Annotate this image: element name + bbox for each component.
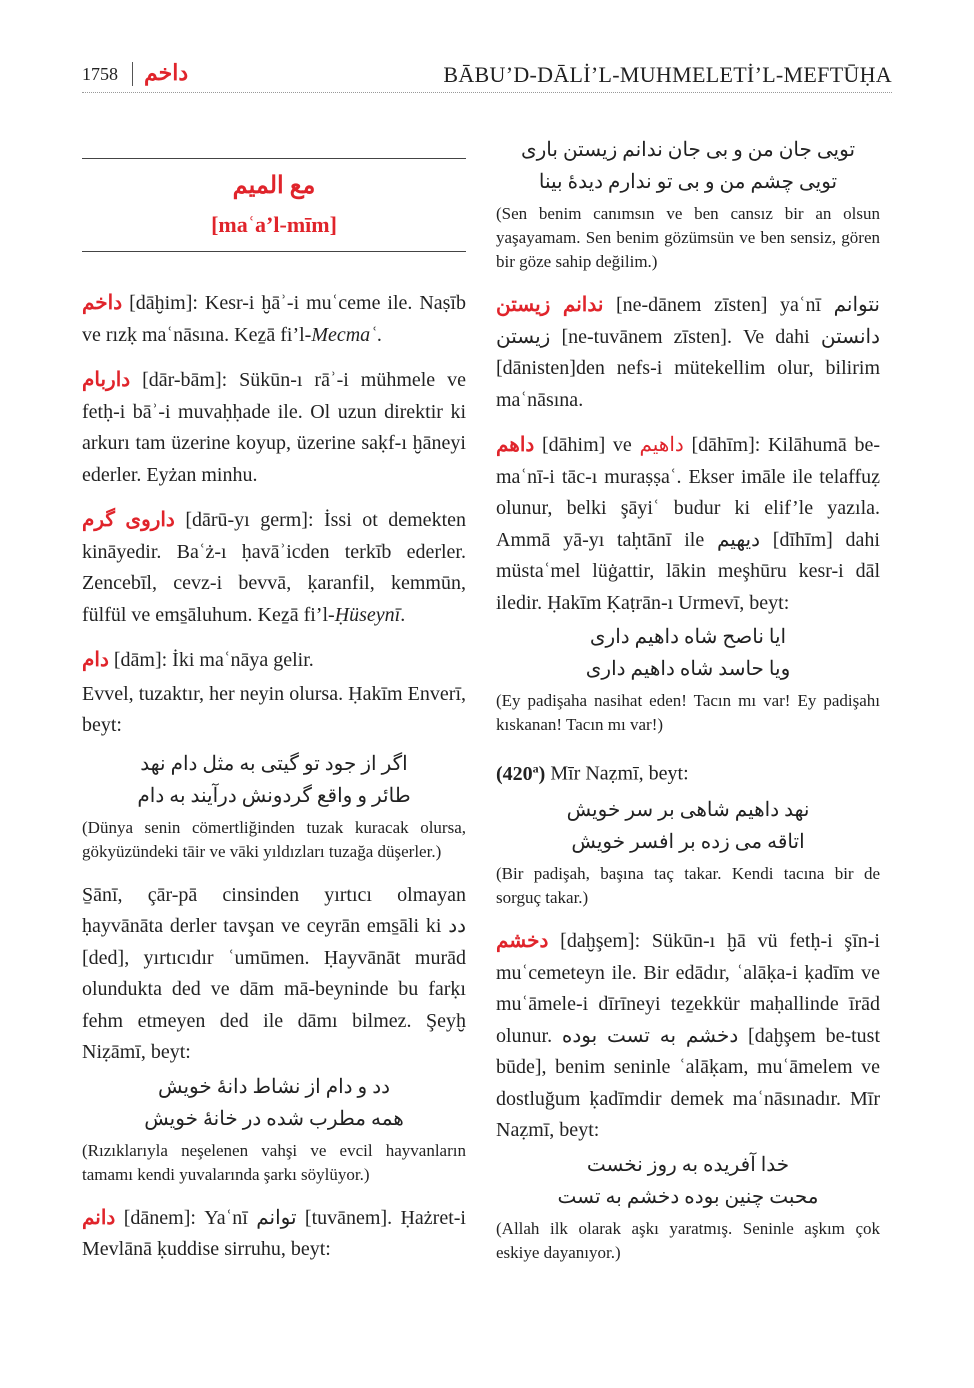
section-heading [82,158,466,252]
entry-text: [daḫşem be-tust būde], benim seninle ʿalāḳam, muʿāmelem ve dostluğum ḳadīmdir demek maʿnāsınadır. Mīr Naẓmī, beyt: [496,1024,880,1142]
headword: ندانم زیستن [496,294,604,316]
entry-text: [dām]: İki maʿnāya gelir. [108,649,314,671]
entry-text: [dārū-yı germ]: İssi ot demekten kināyedir. Baʿż-ı ḥavāʾicden terkīb ederler. Zencebīl, cevz-i bevvā, ḳaranfil, kemmūn, fülfül ve ems̱āluhum. Keẕā fi’l- [82,509,466,626]
translation: (Rızıklarıyla neşelenen vahşi ve evcil hayvanların tamamı kendi yuvalarında şarkı söylüyor.) [82,1140,466,1184]
entry-text: [ne-tuvānem zīsten]. Ve dahi [550,325,821,348]
verse-line: اتاقه می زده بر افسر خویش [571,831,805,854]
paragraph [82,880,466,1069]
verse-line: محبت چنین بوده دخشم به تست [557,1185,819,1208]
headword: داهم [496,434,535,456]
verse-line: اگر از جود تو گیتی به مثل دام نهد [140,752,408,775]
entry-danem [82,1203,466,1266]
translation: (Allah ilk olarak aşkı yaratmış. Seninle aşkım çok eskiye dayanıyor.) [496,1218,880,1262]
entry-text: [dāhim] ve [534,434,640,456]
translation: (Sen benim canımsın ve ben cansız bir an olsun yaşayamam. Sen benim gözümsün ve ben sensiz, gören bir göze sahip değilim.) [496,204,880,271]
folio-side: a [532,761,539,775]
verse-line: خدا آفریده به روز نخست [586,1153,790,1176]
entry-text: [daḫşem]: Sükūn-ı ḫā vü fetḥ-i şīn-i muʿcemeteyn ile. Bir edādır, ʿalāḳa-i ḳadīm ve muʿāmele-i dīrīneyi teẕekkür maḥallinde īrād olunur. [496,930,880,1047]
verse-line: ایا ناصح شاه داهیم داری [589,626,787,648]
translation: (Dünya senin cömertliğinden tuzak kuracak olursa, gökyüzündeki tāir ve vāki yıldızları tuzağa düşerler.) [82,817,466,861]
entry-text: . [376,323,382,346]
verse [496,134,880,198]
entry-text: [dār-bām]: Sükūn-ı rāʾ-i mühmele ve fetḥ-i bāʾ-i muvaḥḥade ile. Ol uzun direktir ki arkurı tam üzerine koyup, üzerine saḳf-ı ḫāneyi ederler. Eyżan minhu. [82,369,466,486]
page-number: 1758 [82,64,118,84]
arabic-term: دخشم به تست بوده [561,1024,739,1047]
verse-line: دد و دام از نشاط دانهٔ خویش [157,1075,391,1098]
section-heading-arabic: مع الميم [232,173,316,199]
folio-marker [496,763,545,785]
arabic-term: نتوانم زیستن [496,294,880,348]
arabic-term: دانستن [820,325,880,348]
folio-number: (420 [496,762,533,785]
paragraph-text: S̱ānī, çār-pā cinsinden yırtıcı olmayan ḥayvānāta derler tavşan ve ceyrān ems̱āli ki [82,883,466,937]
verse [496,794,880,858]
arabic-term: دد [448,915,466,937]
entry-text: [tuvānem]. Ḥażret-i Mevlānā ḳuddise sirruhu, beyt: [82,1206,466,1260]
entry-dakhshem [496,926,880,1147]
entry-text: [ne-dānem zīsten] yaʿnī [603,294,834,316]
verse-line: طائر و واقع گردونش درآیند به دام [137,784,411,807]
headword: دانم [82,1206,116,1229]
headword: دام [82,649,109,671]
verse [82,1071,466,1135]
running-title: BĀBU’D-DĀLİ’L-MUHMELETİ’L-MEFTŪḤA [443,62,892,87]
verse-line: تویی چشم من و بی تو ندارم دیدهٔ بینا [538,171,838,193]
headword: داربام [82,369,131,391]
entry-ne-danem-zisten [496,290,880,416]
arabic-term: دیهیم [716,528,761,551]
source-ref: Ḥüseynī [334,603,401,626]
entry-dakhim [82,288,466,351]
verse-line: همه مطرب شده در خانهٔ خویش [144,1107,404,1130]
verse-line: تویی جان من و بی جان ندانم زیستن باری [520,139,856,161]
verse [496,621,880,685]
section-heading-latin: [maʿa’l-mīm] [211,212,337,237]
source-ref: Mecmaʿ [311,323,377,346]
folio-close: ) [538,762,546,785]
entry-dam [82,645,466,677]
entry-daru-yi-germ [82,505,466,631]
headword: داروی گرم [82,509,175,531]
page-header [82,58,892,93]
paragraph: Evvel, tuzaktır, her neyin olursa. Ḥakīm Enverī, beyt: [82,682,466,736]
entry-text: [dāḫim]: Kesr-i ḫāʾ-i muʿceme ile. Naṣīb ve rızḳ maʿnāsına. Keẕā fi’l- [82,292,466,346]
entry-darbam [82,365,466,491]
translation: (Ey padişaha nasihat eden! Tacın mı var! Ey padişahı kıskanan! Tacın mı var!) [496,691,880,734]
entry-text: [dānem]: Yaʿnī [115,1206,257,1229]
headword-variant: داهیم [639,434,684,456]
paragraph-text: [ded], yırtıcıdır ʿumūmen. Ḥayvānāt murād olundukta ded ve dām mā-beyninde bu farḳı fehm etmeyen ded ile dāmı bilmez. Şeyḫ Niẓāmī, beyt: [82,946,466,1063]
header-divider [132,62,133,86]
arabic-term: توانم [256,1206,297,1229]
verse-line: ویا حاسد شاه داهیم داری [585,658,791,680]
headword: دخشم [496,930,549,953]
entry-dahim [496,430,880,619]
headword: داخم [82,292,123,314]
translation: (Bir padişah, başına taç takar. Kendi tacına bir de sorguç takar.) [496,864,880,908]
folio-paragraph [496,753,880,790]
right-column [496,128,880,1281]
verse [496,1149,880,1213]
paragraph-text: Mīr Naẓmī, beyt: [545,762,689,785]
header-headword: داخم [144,60,189,85]
entry-text: [dīhīm] dahi müstaʿmel lüġattir, lākin meşhūru kesr-i dāl iledir. Ḥakīm Ḳaṭrān-ı Urmevī, beyt: [496,528,880,614]
verse [82,748,466,812]
entry-text: . [400,603,406,626]
entry-text: [dānisten]den nefs-i mütekellim olur, bilirim maʿnāsına. [496,357,880,411]
left-column [82,128,466,1280]
verse-line: نهد داهیم شاهی بر سر خویش [566,799,810,822]
entry-text: [dāhīm]: Kilāhumā be-maʿnī-i tāc-ı muraṣṣaʿ. Ekser imāle ile telaffuẓ olunur, belki şāyiʿ budur ki elif’le yazıla. Ammā yā-yı taḥtānī ile [496,434,880,551]
